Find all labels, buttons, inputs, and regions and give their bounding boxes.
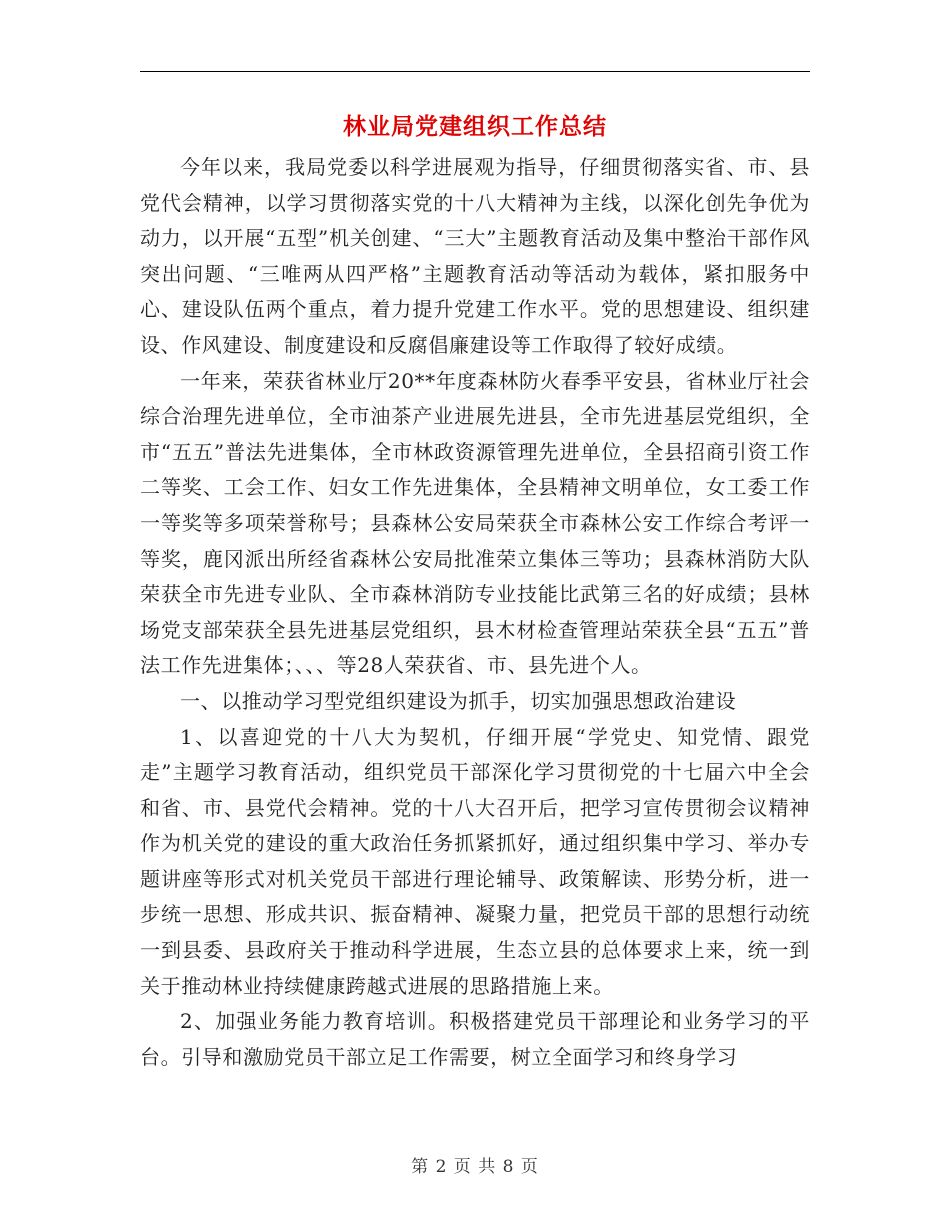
paragraph-item-2: 2、加强业务能力教育培训。积极搭建党员干部理论和业务学习的平台。引导和激励党员干部立足工作需要，树立全面学习和终身学习	[140, 1009, 810, 1069]
paragraph-item-1: 1、以喜迎党的十八大为契机，仔细开展“学党史、知党情、跟党走”主题学习教育活动，组织党员干部深化学习贯彻党的十七届六中全会和省、市、县党代会精神。党的十八大召开后，把学习宣传贯彻会议精神作为机关党的建设的重大政治任务抓紧抓好，通过组织集中学习、举办专题讲座等形式对机关党员干部进行理论辅导、政策解读、形势分析，进一步统一思想、形成共识、振奋精神、凝聚力量，把党员干部的思想行动统一到县委、县政府关于推动科学进展，生态立县的总体要求上来，统一到关于推动林业持续健康跨越式进展的思路措施上来。	[140, 724, 810, 998]
paragraph-honors: 一年来，荣获省林业厅20**年度森林防火春季平安县，省林业厅社会综合治理先进单位，全市油茶产业进展先进县，全市先进基层党组织，全市“五五”普法先进集体，全市林政资源管理先进单位，全县招商引资工作二等奖、工会工作、妇女工作先进集体，全县精神文明单位，女工委工作一等奖等多项荣誉称号；县森林公安局荣获全市森林公安工作综合考评一等奖，鹿冈派出所经省森林公安局批准荣立集体三等功；县森林消防大队荣获全市先进专业队、全市森林消防专业技能比武第三名的好成绩；县林场党支部荣获全县先进基层党组织，县木材检查管理站荣获全县“五五”普法工作先进集体；、、、等28人荣获省、市、县先进个人。	[140, 368, 810, 678]
document-body	[140, 150, 810, 1075]
header-rule	[140, 71, 810, 72]
section-heading-1: 一、以推动学习型党组织建设为抓手，切实加强思想政治建设	[180, 688, 737, 713]
document-title: 林业局党建组织工作总结	[343, 113, 607, 140]
paragraph-intro: 今年以来，我局党委以科学进展观为指导，仔细贯彻落实省、市、县党代会精神，以学习贯彻落实党的十八大精神为主线，以深化创先争优为动力，以开展“五型”机关创建、“三大”主题教育活动及集中整治干部作风突出问题、“三唯两从四严格”主题教育活动等活动为载体，紧扣服务中心、建设队伍两个重点，着力提升党建工作水平。党的思想建设、组织建设、作风建设、制度建设和反腐倡廉建设等工作取得了较好成绩。	[140, 155, 810, 357]
page-number: 第 2 页 共 8 页	[411, 1157, 539, 1177]
